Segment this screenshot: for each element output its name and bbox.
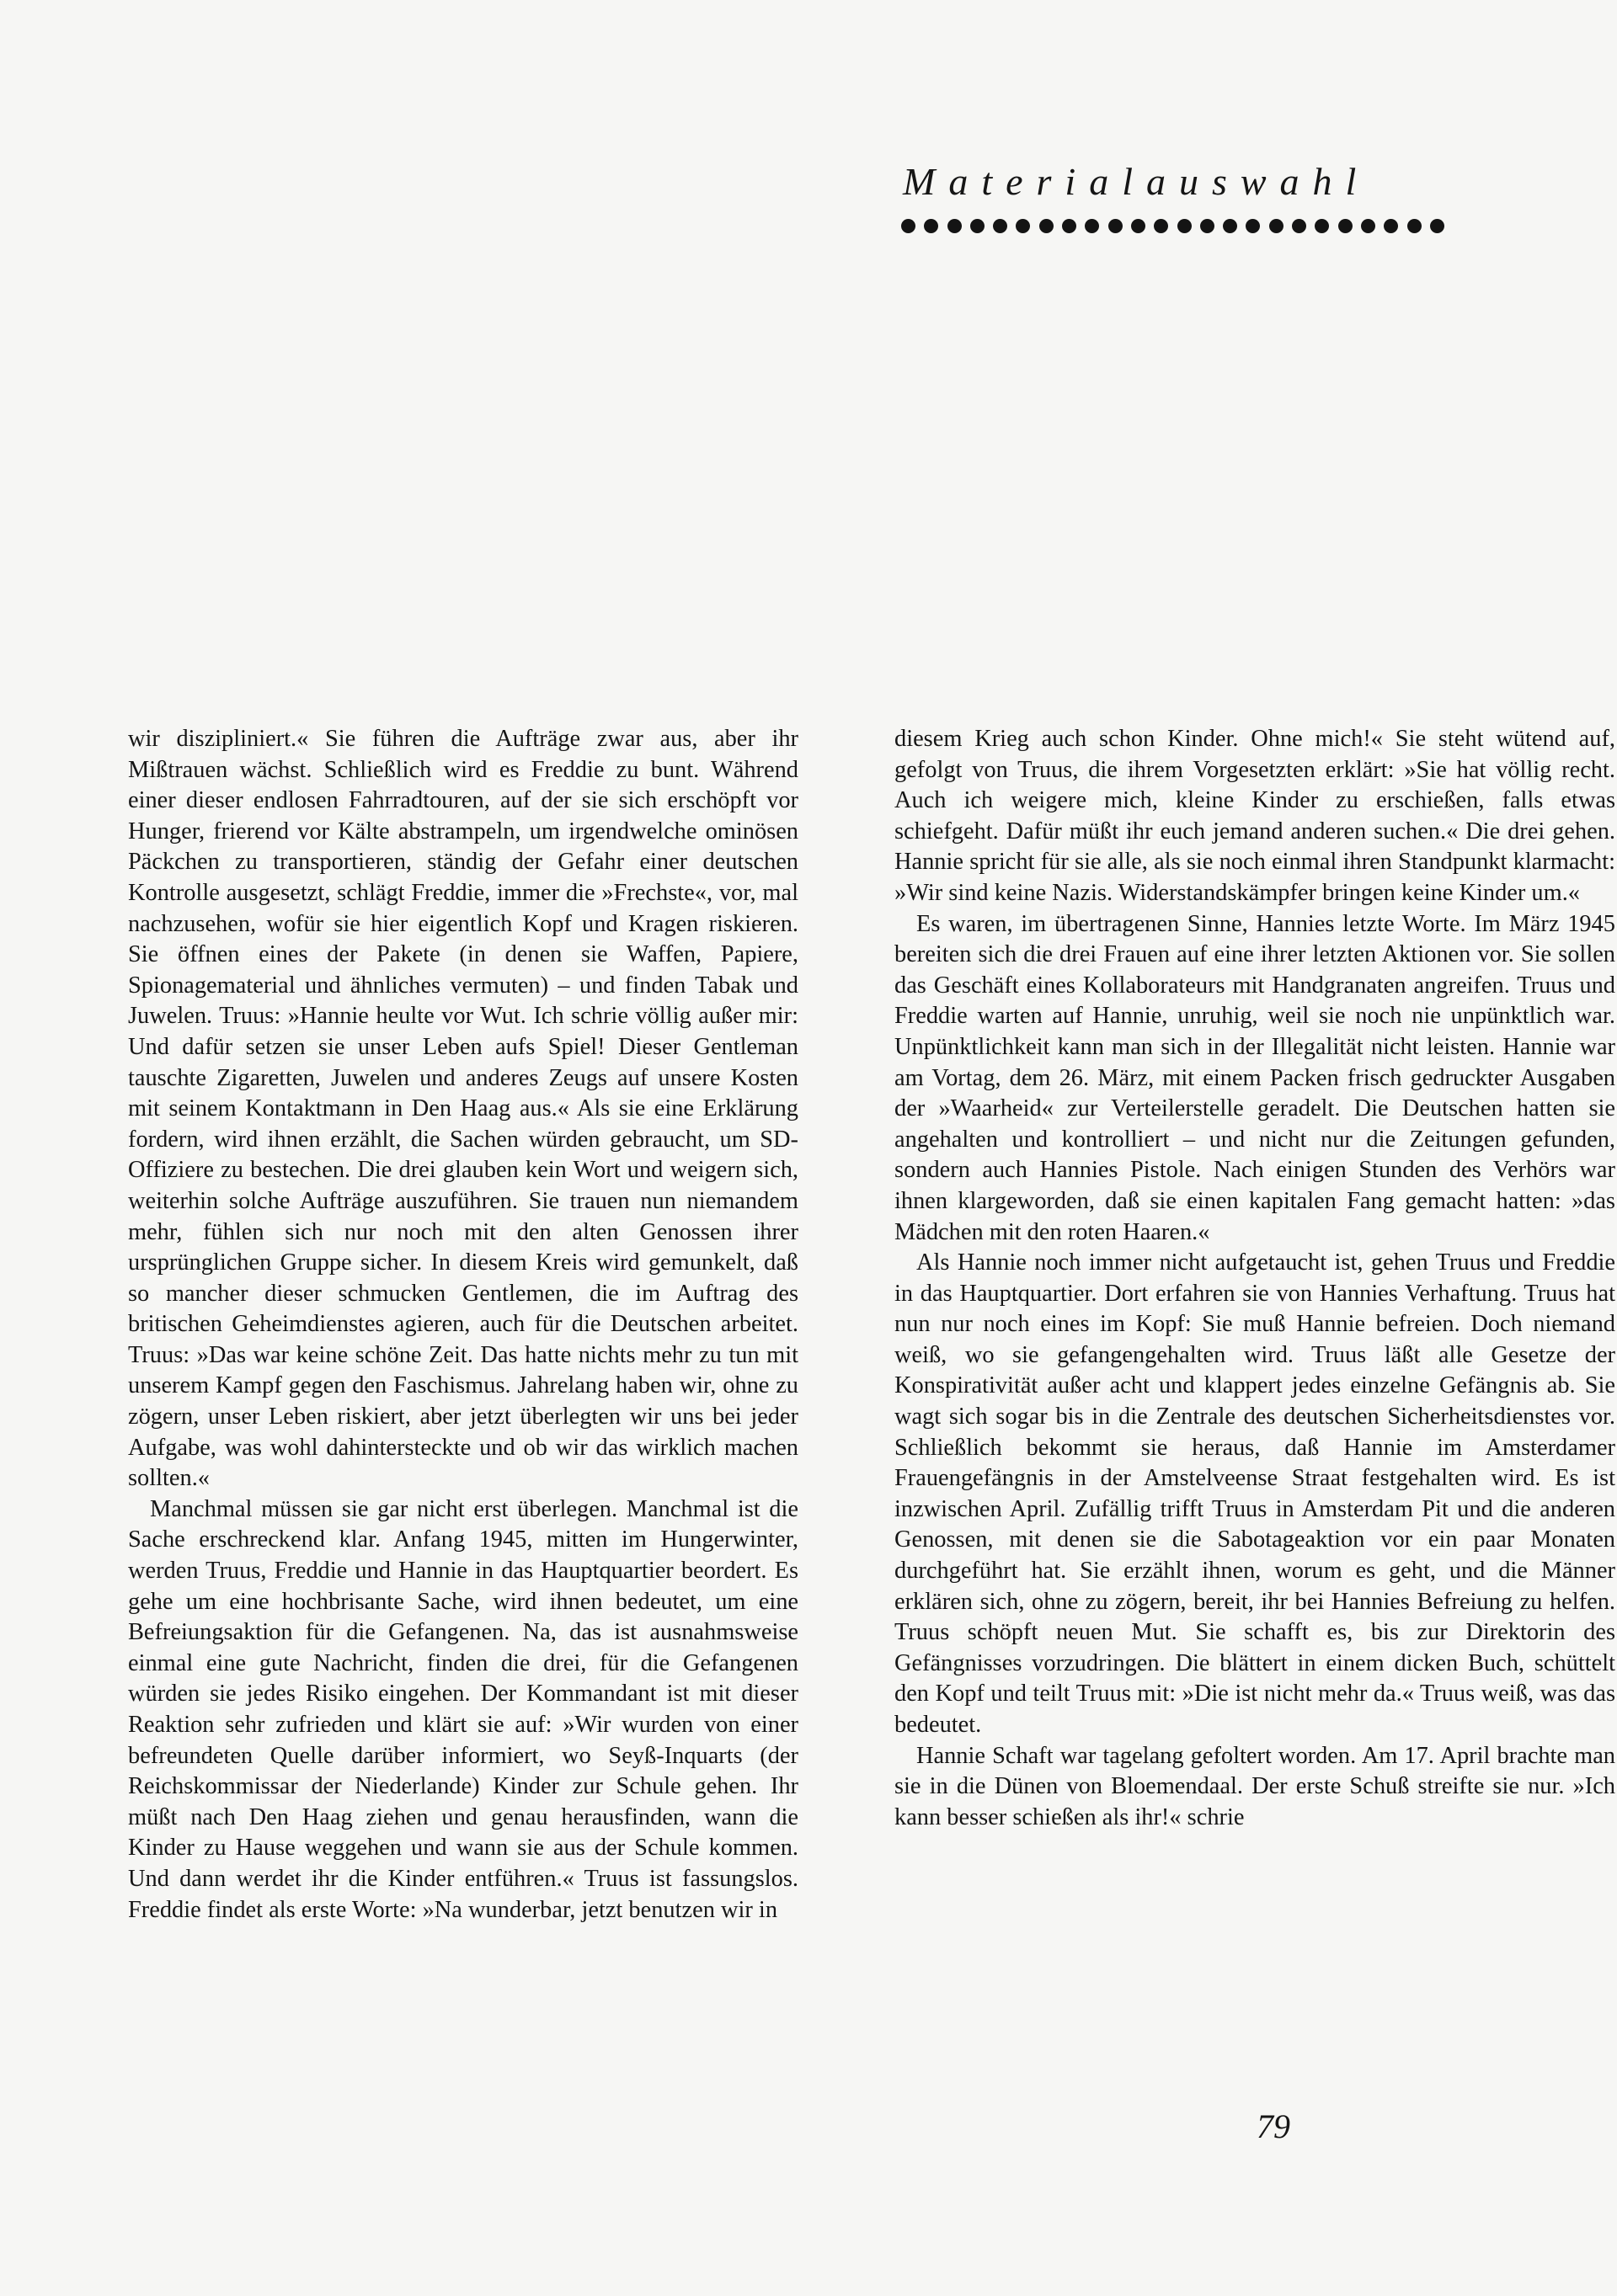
rule-dot	[1223, 219, 1237, 233]
rule-dot	[1246, 219, 1260, 233]
rule-dot	[1384, 219, 1398, 233]
rule-dot	[1016, 219, 1030, 233]
rule-dot	[1085, 219, 1099, 233]
section-title: Materialauswahl	[903, 160, 1370, 203]
rule-dot	[1200, 219, 1214, 233]
rule-dot	[924, 219, 938, 233]
rule-dot	[1315, 219, 1329, 233]
rule-dot	[947, 219, 962, 233]
rule-dot	[1292, 219, 1306, 233]
paragraph: Als Hannie noch immer nicht aufgetaucht ist, gehen Truus und Freddie in das Hauptquartier. Dort erfahren sie von Hannies Verhaftung. Truus hat nun nur noch eines im Kopf: Sie muß Hannie befreien. Doch niemand weiß, wo sie gefangengehalten wird. Truus läßt alle Gesetze der Konspirativität außer acht und klappert jedes einzelne Gefängnis ab. Sie wagt sich sogar bis in die Zentrale des deutschen Sicherheitsdienstes vor. Schließlich bekommt sie heraus, daß Hannie im Amsterdamer Frauengefängnis in der Amstelveense Straat festgehalten wird. Es ist inzwischen April. Zufällig trifft Truus in Amsterdam Pit und die anderen Genossen, mit denen sie die Sabotageaktion vor ein paar Monaten durchgeführt hat. Sie erzählt ihnen, worum es geht, und die Männer erklären sich, ohne zu zögern, bereit, ihr bei Hannies Befreiung zu helfen. Truus schöpft neuen Mut. Sie schafft es, bis zur Direktorin des Gefängnisses vorzudringen. Die blättert in einem dicken Buch, schüttelt den Kopf und teilt Truus mit: »Die ist nicht mehr da.« Truus weiß, was das bedeutet.	[894, 1249, 1615, 1738]
right-text-column	[894, 724, 1615, 1833]
paragraph: wir diszipliniert.« Sie führen die Aufträge zwar aus, aber ihr Mißtrauen wächst. Schließlich wird es Freddie zu bunt. Während einer dieser endlosen Fahrradtouren, auf der sie sich erschöpft vor Hunger, frierend vor Kälte abstrampeln, um irgendwelche ominösen Päckchen zu transportieren, ständig der Gefahr einer deutschen Kontrolle ausgesetzt, schlägt Freddie, immer die »Frechste«, vor, mal nachzusehen, wofür sie hier eigentlich Kopf und Kragen riskieren. Sie öffnen eines der Pakete (in denen sie Waffen, Papiere, Spionagematerial und ähnliches vermuten) – und finden Tabak und Juwelen. Truus: »Hannie heulte vor Wut. Ich schrie völlig außer mir: Und dafür setzen sie unser Leben aufs Spiel! Dieser Gentleman tauschte Zigaretten, Juwelen und anderes Zeugs auf unsere Kosten mit seinem Kontaktmann in Den Haag aus.« Als sie eine Erklärung fordern, wird ihnen erzählt, die Sachen würden gebraucht, um SD-Offiziere zu bestechen. Die drei glauben kein Wort und weigern sich, weiterhin solche Aufträge auszuführen. Sie trauen nun niemandem mehr, fühlen sich nur noch mit den alten Genossen ihrer ursprünglichen Gruppe sicher. In diesem Kreis wird gemunkelt, daß so mancher dieser schmucken Gentlemen, die im Auftrag des britischen Geheimdienstes agieren, auch für die Deutschen arbeitet. Truus: »Das war keine schöne Zeit. Das hatte nichts mehr zu tun mit unserem Kampf gegen den Faschismus. Jahrelang haben wir, ohne zu zögern, unser Leben riskiert, aber jetzt überlegten wir uns bei jeder Aufgabe, was wohl dahintersteckte und ob wir das wirklich machen sollten.«	[128, 726, 798, 1492]
rule-dot	[1361, 219, 1375, 233]
paragraph: Es waren, im übertragenen Sinne, Hannies letzte Worte. Im März 1945 bereiten sich die drei Frauen auf eine ihrer letzten Aktionen vor. Sie sollen das Geschäft eines Kollaborateurs mit Handgranaten angreifen. Truus und Freddie warten auf Hannie, unruhig, weil sie noch nie unpünktlich war. Unpünktlichkeit kann man sich in der Illegalität nicht leisten. Hannie war am Vortag, dem 26. März, mit einem Packen frisch gedruckter Ausgaben der »Waarheid« zur Verteilerstelle geradelt. Die Deutschen hatten sie angehalten und kontrolliert – und nicht nur die Zeitungen gefunden, sondern auch Hannies Pistole. Nach einigen Stunden des Verhörs war ihnen klargeworden, daß sie einen kapitalen Fang gemacht hatten: »das Mädchen mit den roten Haaren.«	[894, 910, 1615, 1245]
rule-dot	[1338, 219, 1353, 233]
paragraph: Manchmal müssen sie gar nicht erst überlegen. Manchmal ist die Sache erschreckend klar. Anfang 1945, mitten im Hungerwinter, werden Truus, Freddie und Hannie in das Hauptquartier beordert. Es gehe um eine hochbrisante Sache, wird ihnen bedeutet, um eine Befreiungsaktion für die Gefangenen. Na, das ist ausnahmsweise einmal eine gute Nachricht, finden die drei, für die Gefangenen würden sie jedes Risiko eingehen. Der Kommandant ist mit dieser Reaktion sehr zufrieden und klärt sie auf: »Wir wurden von einer befreundeten Quelle darüber informiert, wo Seyß-Inquarts (der Reichskommissar der Niederlande) Kinder zur Schule gehen. Ihr müßt nach Den Haag ziehen und genau herausfinden, wann die Kinder zu Hause weggehen und wann sie aus der Schule kommen. Und dann werdet ihr die Kinder entführen.« Truus ist fassungslos. Freddie findet als erste Worte: »Na wunderbar, jetzt benutzen wir in	[128, 1495, 798, 1923]
rule-dot	[1108, 219, 1123, 233]
rule-dot	[901, 219, 915, 233]
paragraph: Hannie Schaft war tagelang gefoltert worden. Am 17. April brachte man sie in die Dünen von Bloemendaal. Der erste Schuß streifte sie nur. »Ich kann besser schießen als ihr!« schrie	[894, 1742, 1615, 1830]
rule-dot	[1177, 219, 1192, 233]
dotted-rule	[901, 217, 1524, 234]
rule-dot	[1131, 219, 1145, 233]
rule-dot	[1062, 219, 1076, 233]
rule-dot	[1407, 219, 1422, 233]
rule-dot	[1154, 219, 1168, 233]
paragraph: diesem Krieg auch schon Kinder. Ohne mich!« Sie steht wütend auf, gefolgt von Truus, die ihrem Vorgesetzten erklärt: »Sie hat völlig recht. Auch ich weigere mich, kleine Kinder zu erschießen, falls etwas schiefgeht. Dafür müßt ihr euch jemand anderen suchen.« Die drei gehen. Hannie spricht für sie alle, als sie noch einmal ihren Standpunkt klarmacht: »Wir sind keine Nazis. Widerstandskämpfer bringen keine Kinder um.«	[894, 726, 1615, 906]
rule-dot	[970, 219, 985, 233]
rule-dot	[1269, 219, 1283, 233]
rule-dot	[1430, 219, 1444, 233]
page-number: 79	[1257, 2107, 1290, 2145]
left-text-column	[128, 724, 798, 1926]
rule-dot	[1039, 219, 1054, 233]
running-header	[901, 158, 1524, 234]
rule-dot	[993, 219, 1007, 233]
